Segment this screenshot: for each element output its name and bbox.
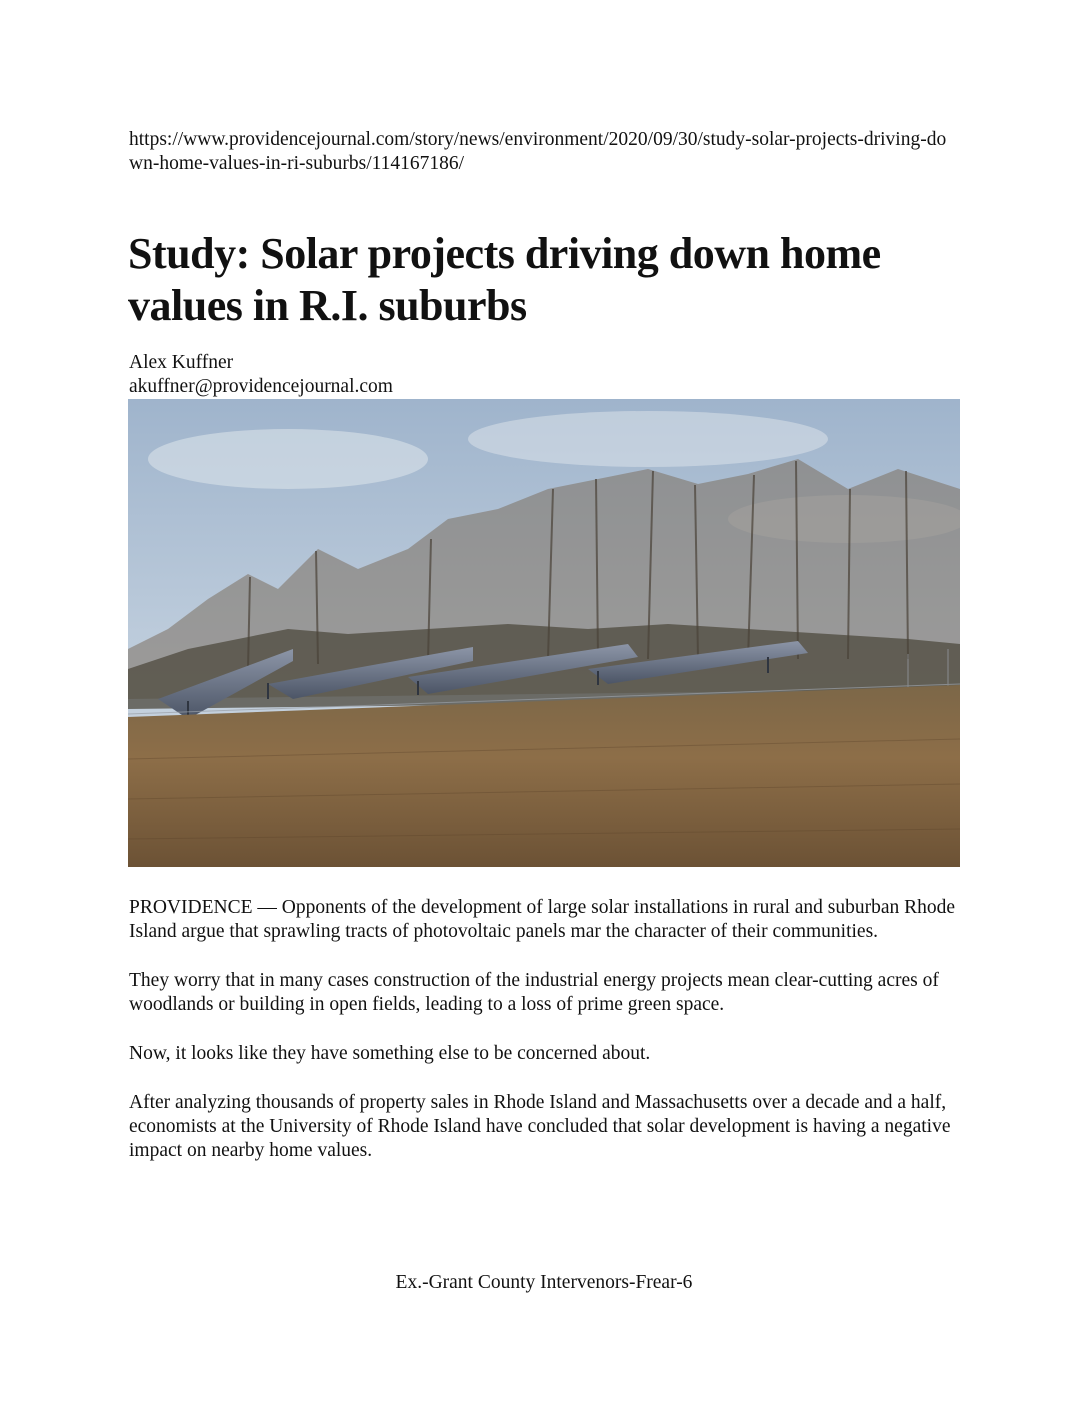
article-url[interactable]: https://www.providencejournal.com/story/news/environment/2020/09/30/study-solar-projects-driving-down-home-values-in-ri-suburbs/114167186/ <box>129 129 947 174</box>
byline <box>129 351 393 399</box>
paragraph: Now, it looks like they have something else to be concerned about. <box>129 1043 651 1064</box>
article-headline: Study: Solar projects driving down home values in R.I. suburbs <box>128 229 881 330</box>
author-email[interactable]: akuffner@providencejournal.com <box>129 376 393 397</box>
exhibit-footer: Ex.-Grant County Intervenors-Frear-6 <box>395 1272 693 1293</box>
solar-field-photo <box>128 399 960 867</box>
article-body <box>129 896 959 1188</box>
paragraph: They worry that in many cases construction of the industrial energy projects mean clear-cutting acres of woodlands or building in open fields, leading to a loss of prime green space. <box>129 970 939 1015</box>
paragraph: After analyzing thousands of property sales in Rhode Island and Massachusetts over a decade and a half, economists at the University of Rhode Island have concluded that solar development is having a negative impact on nearby home values. <box>129 1092 951 1161</box>
author-name: Alex Kuffner <box>129 352 234 373</box>
paragraph: PROVIDENCE — Opponents of the development of large solar installations in rural and suburban Rhode Island argue that sprawling tracts of photovoltaic panels mar the character of their communities. <box>129 897 956 942</box>
